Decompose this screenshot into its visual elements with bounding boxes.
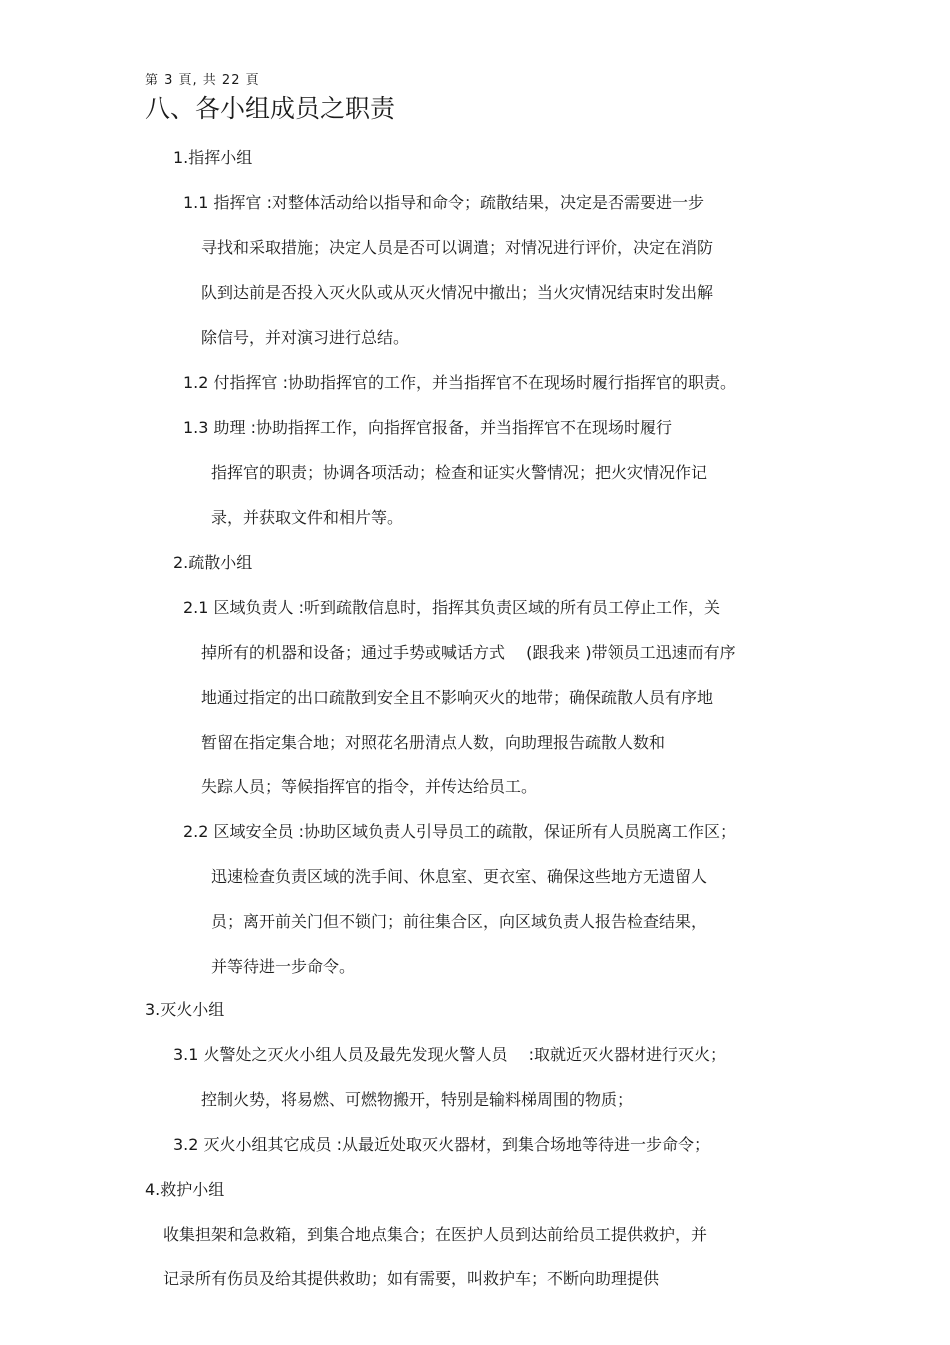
paragraph-line: 并等待进一步命令。 (211, 957, 356, 976)
page-header: 第 3 頁, 共 22 頁 (145, 73, 260, 88)
paragraph-line: 2.1 区域负责人 :听到疏散信息时，指挥其负责区域的所有员工停止工作，关 (183, 598, 721, 617)
paragraph-line: 员；离开前关门但不锁门；前往集合区，向区域负责人报告检查结果， (211, 912, 708, 931)
paragraph-line: 1.1 指挥官 :对整体活动给以指导和命令；疏散结果，决定是否需要进一步 (183, 193, 705, 212)
paragraph-line: 暂留在指定集合地；对照花名册清点人数，向助理报告疏散人数和 (201, 733, 666, 752)
section-heading-command-group: 1.指挥小组 (173, 148, 253, 167)
document-title: 八、各小组成员之职责 (145, 94, 396, 123)
section-heading-firefighting-group: 3.灭火小组 (145, 1000, 225, 1019)
paragraph-line: 迅速检查负责区域的洗手间、休息室、更衣室、确保这些地方无遗留人 (211, 867, 708, 886)
section-heading-rescue-group: 4.救护小组 (145, 1180, 225, 1199)
paragraph-line: 记录所有伤员及给其提供救助；如有需要，叫救护车；不断向助理提供 (163, 1269, 660, 1288)
paragraph-line: 录，并获取文件和相片等。 (211, 508, 404, 527)
paragraph-line: 队到达前是否投入灭火队或从灭火情况中撤出；当火灾情况结束时发出解 (201, 283, 714, 302)
paragraph-line: 寻找和采取措施；决定人员是否可以调遣；对情况进行评价，决定在消防 (201, 238, 714, 257)
section-heading-evacuation-group: 2.疏散小组 (173, 553, 253, 572)
paragraph-line: 除信号，并对演习进行总结。 (201, 328, 410, 347)
paragraph-line: 失踪人员；等候指挥官的指令，并传达给员工。 (201, 777, 538, 796)
paragraph-line: 1.3 助理 :协助指挥工作，向指挥官报备，并当指挥官不在现场时履行 (183, 418, 673, 437)
paragraph-line: 收集担架和急救箱，到集合地点集合；在医护人员到达前给员工提供救护，并 (163, 1225, 708, 1244)
paragraph-line: 控制火势，将易燃、可燃物搬开，特别是输料梯周围的物质； (201, 1090, 634, 1109)
paragraph-line: 掉所有的机器和设备；通过手势或喊话方式 (跟我来 )带领员工迅速而有序 (201, 643, 736, 662)
paragraph-line: 指挥官的职责；协调各项活动；检查和证实火警情况；把火灾情况作记 (211, 463, 708, 482)
paragraph-line: 2.2 区域安全员 :协助区域负责人引导员工的疏散，保证所有人员脱离工作区； (183, 822, 737, 841)
paragraph-line: 地通过指定的出口疏散到安全且不影响灭火的地带；确保疏散人员有序地 (201, 688, 714, 707)
paragraph-line: 3.1 火警处之灭火小组人员及最先发现火警人员 :取就近灭火器材进行灭火； (173, 1045, 727, 1064)
paragraph-line: 1.2 付指挥官 :协助指挥官的工作，并当指挥官不在现场时履行指挥官的职责。 (183, 373, 737, 392)
paragraph-line: 3.2 灭火小组其它成员 :从最近处取灭火器材，到集合场地等待进一步命令； (173, 1135, 711, 1154)
